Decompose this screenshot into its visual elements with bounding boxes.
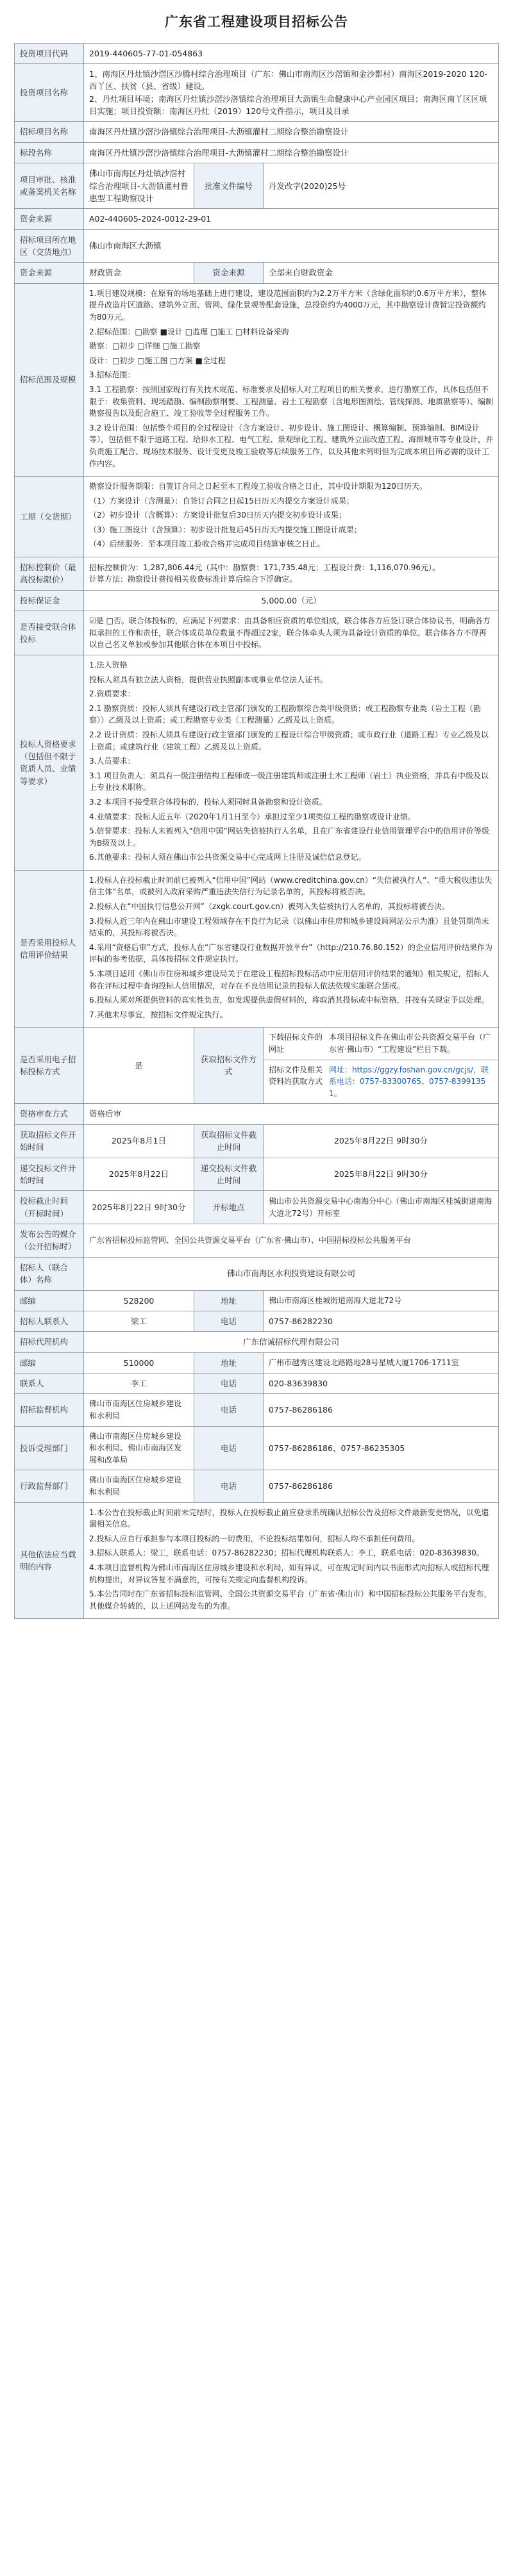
qualification-para: 2.资质要求：	[89, 689, 135, 699]
doc-download-label: 下载招标文件的网址	[269, 1033, 323, 1054]
doc-end-value: 2025年8月22日 9时30分	[264, 1124, 499, 1158]
duration-para: （2）初步设计（含概算）：方案设计批复后30日历天内提交初步设计成果；	[89, 511, 346, 520]
qualification-para: 投标人须具有独立法人资格，提供营业执照副本或事业单位法人证书。	[89, 675, 328, 684]
qualification-label: 投标人资格要求（包括但不限于资质人员、业绩等要求）	[15, 655, 84, 870]
qualification-para: 4.业绩要求：投标人近五年（2020年1月1日至今）承担过至少1项类似工程的勘察或设计业绩。	[89, 812, 416, 821]
submit-end-label: 递交投标文件截止时间	[194, 1158, 264, 1191]
admin-value: 佛山市南海区住房城乡建设和水利局	[84, 1470, 194, 1502]
other-para: 2.投标人应自行承担参与本项目投标的一切费用，不论投标结果如何，招标人均不承担任何费用。	[89, 1534, 420, 1543]
notice-table	[14, 43, 499, 1620]
duration-label: 工期（交货期）	[15, 477, 84, 557]
row-electronic-download	[15, 1028, 499, 1060]
joint-bid-value: ☑是 □否。联合体投标的，应满足下列要求：由具备相应资质的单位组成，联合体各方应签订联合体协议书，明确各方拟承担的工作和责任，联合体成员单位数量不得超过2家，联合体牵头人须为具备设计资质的单位。联合体各方不得再以自己名义单独或参加其他联合体在本项目中投标。	[84, 611, 499, 655]
tenderer-contact-label: 招标人联系人	[15, 1311, 84, 1331]
page-title: 广东省工程建设项目招标公告	[165, 14, 348, 29]
row-other	[15, 1502, 499, 1619]
row-agency-contact	[15, 1374, 499, 1394]
scope-para: 设计：□初步 □施工图 □方案 ■全过程	[89, 356, 226, 365]
duration-para: （4）后续服务：至本项目竣工验收合格并完成项目结算审核之日止。	[89, 539, 325, 549]
qualification-para: 1.法人资格	[89, 660, 128, 669]
agency-contact-label: 联系人	[15, 1374, 84, 1394]
complaint-tel-value: 0757-86286186、0757-86235305	[264, 1426, 499, 1470]
complaint-tel-label: 电话	[194, 1426, 264, 1470]
project-code-label: 投资项目代码	[15, 43, 84, 63]
row-credit	[15, 870, 499, 1028]
project-name-value: 1、南海区丹灶镇沙滘区沙腾村综合治理项目（广东：佛山市南海区沙滘镇和金沙都村）南海区2019-2020 120-西丫区、扶贫（县、省级）建设。 2、丹灶项目环境；南海区丹灶镇沙滘沙洛镇综合治理项目大沥镇生命健康中心产业园区项目；南海区南丫区区项目实施；项目投资额：南海区丹灶（2019）120号文件指示，项目及目录	[84, 63, 499, 122]
row-complaint	[15, 1426, 499, 1470]
tenderer-zip-value: 528200	[84, 1290, 194, 1311]
row-agency-address	[15, 1352, 499, 1373]
electronic-label: 是否采用电子招标投标方式	[15, 1028, 84, 1104]
row-tender-project-name	[15, 122, 499, 142]
scope-para: 2.招标范围：□勘察 ■设计 □监理 □施工 □材料设备采购	[89, 327, 289, 336]
admin-tel-value: 0757-86286186	[264, 1470, 499, 1502]
open-time-value: 2025年8月22日 9时30分	[84, 1191, 194, 1224]
funding-code-value: A02-440605-2024-0012-29-01	[84, 209, 499, 229]
approval-number-label: 批准文件编号	[194, 163, 264, 209]
qualification-para: 5.信誉要求：投标人未被列入“信用中国”网站失信被执行人名单，且在广东省建设行业信用管理平台中的信用评价等级为B级及以上。	[89, 826, 489, 848]
agency-contact-value: 李工	[84, 1374, 194, 1394]
credit-para: 4.采用“资格后审”方式，投标人在“广东省建设行业数据开放平台”（http://210.76.80.152）的企业信用评价结果作为评标的参考依据，具体按招标文件规定执行。	[89, 942, 492, 964]
supervision-label: 招标监督机构	[15, 1394, 84, 1426]
row-admin	[15, 1470, 499, 1502]
scope-value	[84, 283, 499, 476]
doc-start-label: 获取招标文件开始时间	[15, 1124, 84, 1158]
section-name-value: 南海区丹灶镇沙滘沙洛镇综合治理项目-大沥镇灌村二期综合整治勘察设计	[84, 142, 499, 163]
pub-media-label: 发布公告的媒介（公开招标时）	[15, 1224, 84, 1258]
doc-mgmt-label: 招标文件及相关资料的获取方式	[269, 1065, 323, 1087]
open-place-label: 开标地点	[194, 1191, 264, 1224]
credit-para: 6.投标人须对所提供资料的真实性负责，如发现提供虚假材料的，将取消其投标或中标资格，并按有关规定予以处理。	[89, 996, 489, 1005]
complaint-label: 投诉受理部门	[15, 1426, 84, 1470]
agency-zip-label: 邮编	[15, 1352, 84, 1373]
submit-start-value: 2025年8月22日	[84, 1158, 194, 1191]
project-code-value: 2019-440605-77-01-054863	[84, 43, 499, 63]
supervision-value: 佛山市南海区住房城乡建设和水利局	[84, 1394, 194, 1426]
funding-code-label: 资金来源	[15, 209, 84, 229]
admin-label: 行政监督部门	[15, 1470, 84, 1502]
tender-project-name-label: 招标项目名称	[15, 122, 84, 142]
row-supervision	[15, 1394, 499, 1426]
credit-para: 2.投标人在“中国执行信息公开网”（zxgk.court.gov.cn）被列入失信被执行人名单的，其投标将被否决。	[89, 902, 450, 912]
qualification-value	[84, 655, 499, 870]
doc-download-cell	[264, 1028, 499, 1060]
tenderer-addr-label: 地址	[194, 1290, 264, 1311]
joint-bid-label: 是否接受联合体投标	[15, 611, 84, 655]
row-agency	[15, 1332, 499, 1352]
tenderer-tel-label: 电话	[194, 1311, 264, 1331]
row-tenderer	[15, 1257, 499, 1290]
qualification-para: 2.1 勘察资质：投标人须具有建设行政主管部门颁发的工程勘察综合类甲级资质；或工程勘察专业类（岩土工程（勘察））乙级及以上资质；或工程勘察专业类（工程测量）乙级及以上资质。	[89, 703, 481, 725]
agency-label: 招标代理机构	[15, 1332, 84, 1352]
row-pub-media	[15, 1224, 499, 1258]
tenderer-contact-value: 梁工	[84, 1311, 194, 1331]
qualification-para: 3.1 项目负责人：须具有一级注册结构工程师或一级注册建筑师或注册土木工程师（岩土）执业资格，并具有中级及以上专业技术职称。	[89, 771, 489, 792]
other-para: 1.本公告在投标截止时间前未完结时，投标人在投标截止前应登录系统确认招标公告及招标文件最新变更情况，以免遗漏相关信息。	[89, 1507, 489, 1529]
open-place-value: 佛山市公共资源交易中心南海分中心（佛山市南海区桂城街道南海大道北72号）开标室	[264, 1191, 499, 1224]
doc-end-label: 获取招标文件截止时间	[194, 1124, 264, 1158]
row-deposit	[15, 590, 499, 611]
agency-addr-label: 地址	[194, 1352, 264, 1373]
row-joint-bid	[15, 611, 499, 655]
funding-source-label: 资金来源	[194, 263, 264, 283]
admin-tel-label: 电话	[194, 1470, 264, 1502]
duration-para: （1）方案设计（含测量）：自签订合同之日起15日历天内提交方案设计成果；	[89, 496, 354, 505]
credit-label: 是否采用投标人信用评价结果	[15, 870, 84, 1028]
other-value	[84, 1502, 499, 1619]
scope-para: 3.2 设计范围：包括整个项目的全过程设计（含方案设计、初步设计、施工图设计、概算编制、预算编制、BIM设计等），包括但不限于道路工程、给排水工程、电气工程、景观绿化工程、建筑外立面改造工程、海绵城市等专业设计，并负责施工配合、现场技术服务、设计变更及竣工验收等后续服务工作，以及其他未列明但为完成本项目所必需的设计工作内容。	[89, 423, 494, 468]
project-name-label: 投资项目名称	[15, 63, 84, 122]
deposit-label: 投标保证金	[15, 590, 84, 611]
row-exam	[15, 1104, 499, 1124]
scope-para: 勘察：□初步 □详细 □施工勘察	[89, 341, 201, 351]
funding-source-value: 全部来自财政资金	[264, 263, 499, 283]
row-scope	[15, 283, 499, 476]
tenderer-label: 招标人（联合体）名称	[15, 1257, 84, 1290]
exam-value: 资格后审	[84, 1104, 499, 1124]
row-doc-time	[15, 1124, 499, 1158]
tender-project-name-value: 南海区丹灶镇沙滘沙洛镇综合治理项目-大沥镇灌村二期综合整治勘察设计	[84, 122, 499, 142]
qualification-para: 6.其他要求：投标人须在佛山市公共资源交易中心完成网上注册及诚信信息登记。	[89, 853, 366, 862]
funding-nature-label: 资金来源	[15, 263, 84, 283]
row-approval	[15, 163, 499, 209]
row-project-name	[15, 63, 499, 122]
tenderer-zip-label: 邮编	[15, 1290, 84, 1311]
other-label: 其他依法应当载明的内容	[15, 1502, 84, 1619]
approval-number-value: 丹发改字(2020)25号	[264, 163, 499, 209]
other-para: 5.本公告同时在广东省招标投标监管网、全国公共资源交易平台（广东省·佛山市）和中国招标投标公共服务平台发布，其他媒介转载的，以上述网站发布的为准。	[89, 1589, 492, 1611]
agency-zip-value: 510000	[84, 1352, 194, 1373]
scope-para: 3.1 工程勘察：按照国家现行有关技术规范、标准要求及招标人对工程项目的相关要求，进行勘察工作，具体包括但不限于：收集资料、现场踏勘、编制勘察纲要、工程测量、岩土工程勘察（含地形图测绘、管线探测、地质勘察等）、编制勘察报告以及配合施工、竣工验收等全过程服务工作。	[89, 384, 494, 418]
tenderer-tel-value: 0757-86282230	[264, 1311, 499, 1331]
row-open-time	[15, 1191, 499, 1224]
duration-para: （3）施工图设计（含预算）：初步设计批复后45日历天内提交施工图设计成果；	[89, 525, 362, 534]
open-time-label: 投标截止时间（开标时间）	[15, 1191, 84, 1224]
location-value: 佛山市南海区大沥镇	[84, 229, 499, 263]
tenderer-value: 佛山市南海区水利投资建设有限公司	[84, 1257, 499, 1290]
scope-para: 3.招标范围：	[89, 370, 135, 380]
row-tenderer-address	[15, 1290, 499, 1311]
section-name-label: 标段名称	[15, 142, 84, 163]
submit-start-label: 递交投标文件开始时间	[15, 1158, 84, 1191]
qualification-para: 3.2 本项目不接受联合体投标的，投标人须同时具备勘察和设计资质。	[89, 797, 327, 807]
exam-label: 资格审查方式	[15, 1104, 84, 1124]
qualification-para: 2.2 设计资质：投标人须具有建设行政主管部门颁发的工程设计综合甲级资质；或市政行业（道路工程）专业乙级及以上资质；或建筑行业（建筑工程）乙级及以上资质。	[89, 730, 489, 751]
complaint-value: 佛山市南海区住房城乡建设和水利局、佛山市南海区发展和改革局	[84, 1426, 194, 1470]
pub-media-value: 广东省招标投标监管网、全国公共资源交易平台（广东省·佛山市）、中国招标投标公共服务平台	[84, 1224, 499, 1258]
row-duration	[15, 477, 499, 557]
row-tenderer-contact	[15, 1311, 499, 1331]
duration-para: 勘察设计服务期限：自签订合同之日起至本工程竣工验收合格之日止，其中设计期限为120日历天。	[89, 482, 427, 491]
max-price-label: 招标控制价（最高投标限价）	[15, 557, 84, 591]
get-doc-method-label: 获取招标文件方式	[194, 1028, 264, 1104]
row-location	[15, 229, 499, 263]
row-section-name	[15, 142, 499, 163]
other-para: 4.本项目监督机构为佛山市南海区住房城乡建设和水利局，如有异议，可在规定时间内以书面形式向招标人或招标代理机构提出，对异议答复不满意的，可按有关规定向监督机构投诉。	[89, 1563, 489, 1584]
agency-value: 广东信诚招标代理有限公司	[84, 1332, 499, 1352]
qualification-para: 3.人员要求：	[89, 757, 135, 766]
credit-para: 3.投标人近三年内在佛山市建设工程领域存在不良行为记录（以佛山市住房和城乡建设局网站公示为准）且处罚期尚未结束的，其投标将被否决。	[89, 916, 489, 938]
credit-para: 1.投标人在投标截止时间前已被列入“信用中国”网站（www.creditchina.gov.cn）“失信被执行人”、“重大税收违法失信主体”名单，或被列入政府采购严重违法失信行为记录名单的，其投标将被否决。	[89, 875, 492, 897]
row-project-code	[15, 43, 499, 63]
deposit-value: 5,000.00（元）	[84, 590, 499, 611]
credit-value	[84, 870, 499, 1028]
doc-download-value: 本项目招标文件在佛山市公共资源交易平台（广东省·佛山市）“工程建设”栏目下载。	[329, 1033, 491, 1054]
supervision-tel-value: 0757-86286186	[264, 1394, 499, 1426]
approval-value: 佛山市南海区丹灶镇沙滘村综合治理项目-大沥镇灌村普惠型工程勘察设计	[84, 163, 194, 209]
doc-mgmt-value[interactable]: 网址：https://ggzy.foshan.gov.cn/gcjs/，联系电话：0757-83300765、0757-83991351。	[329, 1065, 489, 1098]
funding-nature-value: 财政资金	[84, 263, 194, 283]
electronic-value: 是	[84, 1028, 194, 1104]
agency-tel-value: 020-83639830	[264, 1374, 499, 1394]
row-qualification	[15, 655, 499, 870]
agency-tel-label: 电话	[194, 1374, 264, 1394]
other-para: 3.招标人联系人：梁工，联系电话：0757-86282230；招标代理机构联系人：李工，联系电话：020-83639830。	[89, 1548, 484, 1558]
approval-label: 项目审批、核准或备案机关名称	[15, 163, 84, 209]
doc-mgmt-cell	[264, 1060, 499, 1104]
doc-start-value: 2025年8月1日	[84, 1124, 194, 1158]
supervision-tel-label: 电话	[194, 1394, 264, 1426]
location-label: 招标项目所在地区（交货地点）	[15, 229, 84, 263]
tenderer-addr-value: 佛山市南海区桂城街道南海大道北72号	[264, 1290, 499, 1311]
submit-end-value: 2025年8月22日 9时30分	[264, 1158, 499, 1191]
scope-label: 招标范围及规模	[15, 283, 84, 476]
agency-addr-value: 广州市越秀区建设北路路地28号星城大厦1706-1711室	[264, 1352, 499, 1373]
row-max-price	[15, 557, 499, 591]
credit-para: 5.本项目适用《佛山市住房和城乡建设局关于在建设工程招标投标活动中应用信用评价结果的通知》相关规定，招标人将在评标过程中查询投标人信用情况，对存在不良信用记录的投标人依法依规实施联合惩戒。	[89, 969, 489, 990]
row-submit-time	[15, 1158, 499, 1191]
duration-value	[84, 477, 499, 557]
max-price-value: 招标控制价为：1,287,806.44元（其中：勘察费：171,735.48元；工程设计费：1,116,070.96元）。 计算方法：勘察设计费按相关收费标准计算后综合下浮确定。	[84, 557, 499, 591]
scope-para: 1.项目建设规模：在原有的场地基础上进行建设，建设范围面积约为2.2万平方米（含绿化面积约0.6万平方米），整体提升改造片区道路、建筑外立面、管网、绿化景观等配套设施，总投资约为4000万元，其中勘察设计费暂定投资额约为80万元。	[89, 288, 487, 322]
row-funding-nature	[15, 263, 499, 283]
credit-para: 7.其他未尽事宜，按招标文件规定执行。	[89, 1010, 228, 1019]
row-funding-code	[15, 209, 499, 229]
